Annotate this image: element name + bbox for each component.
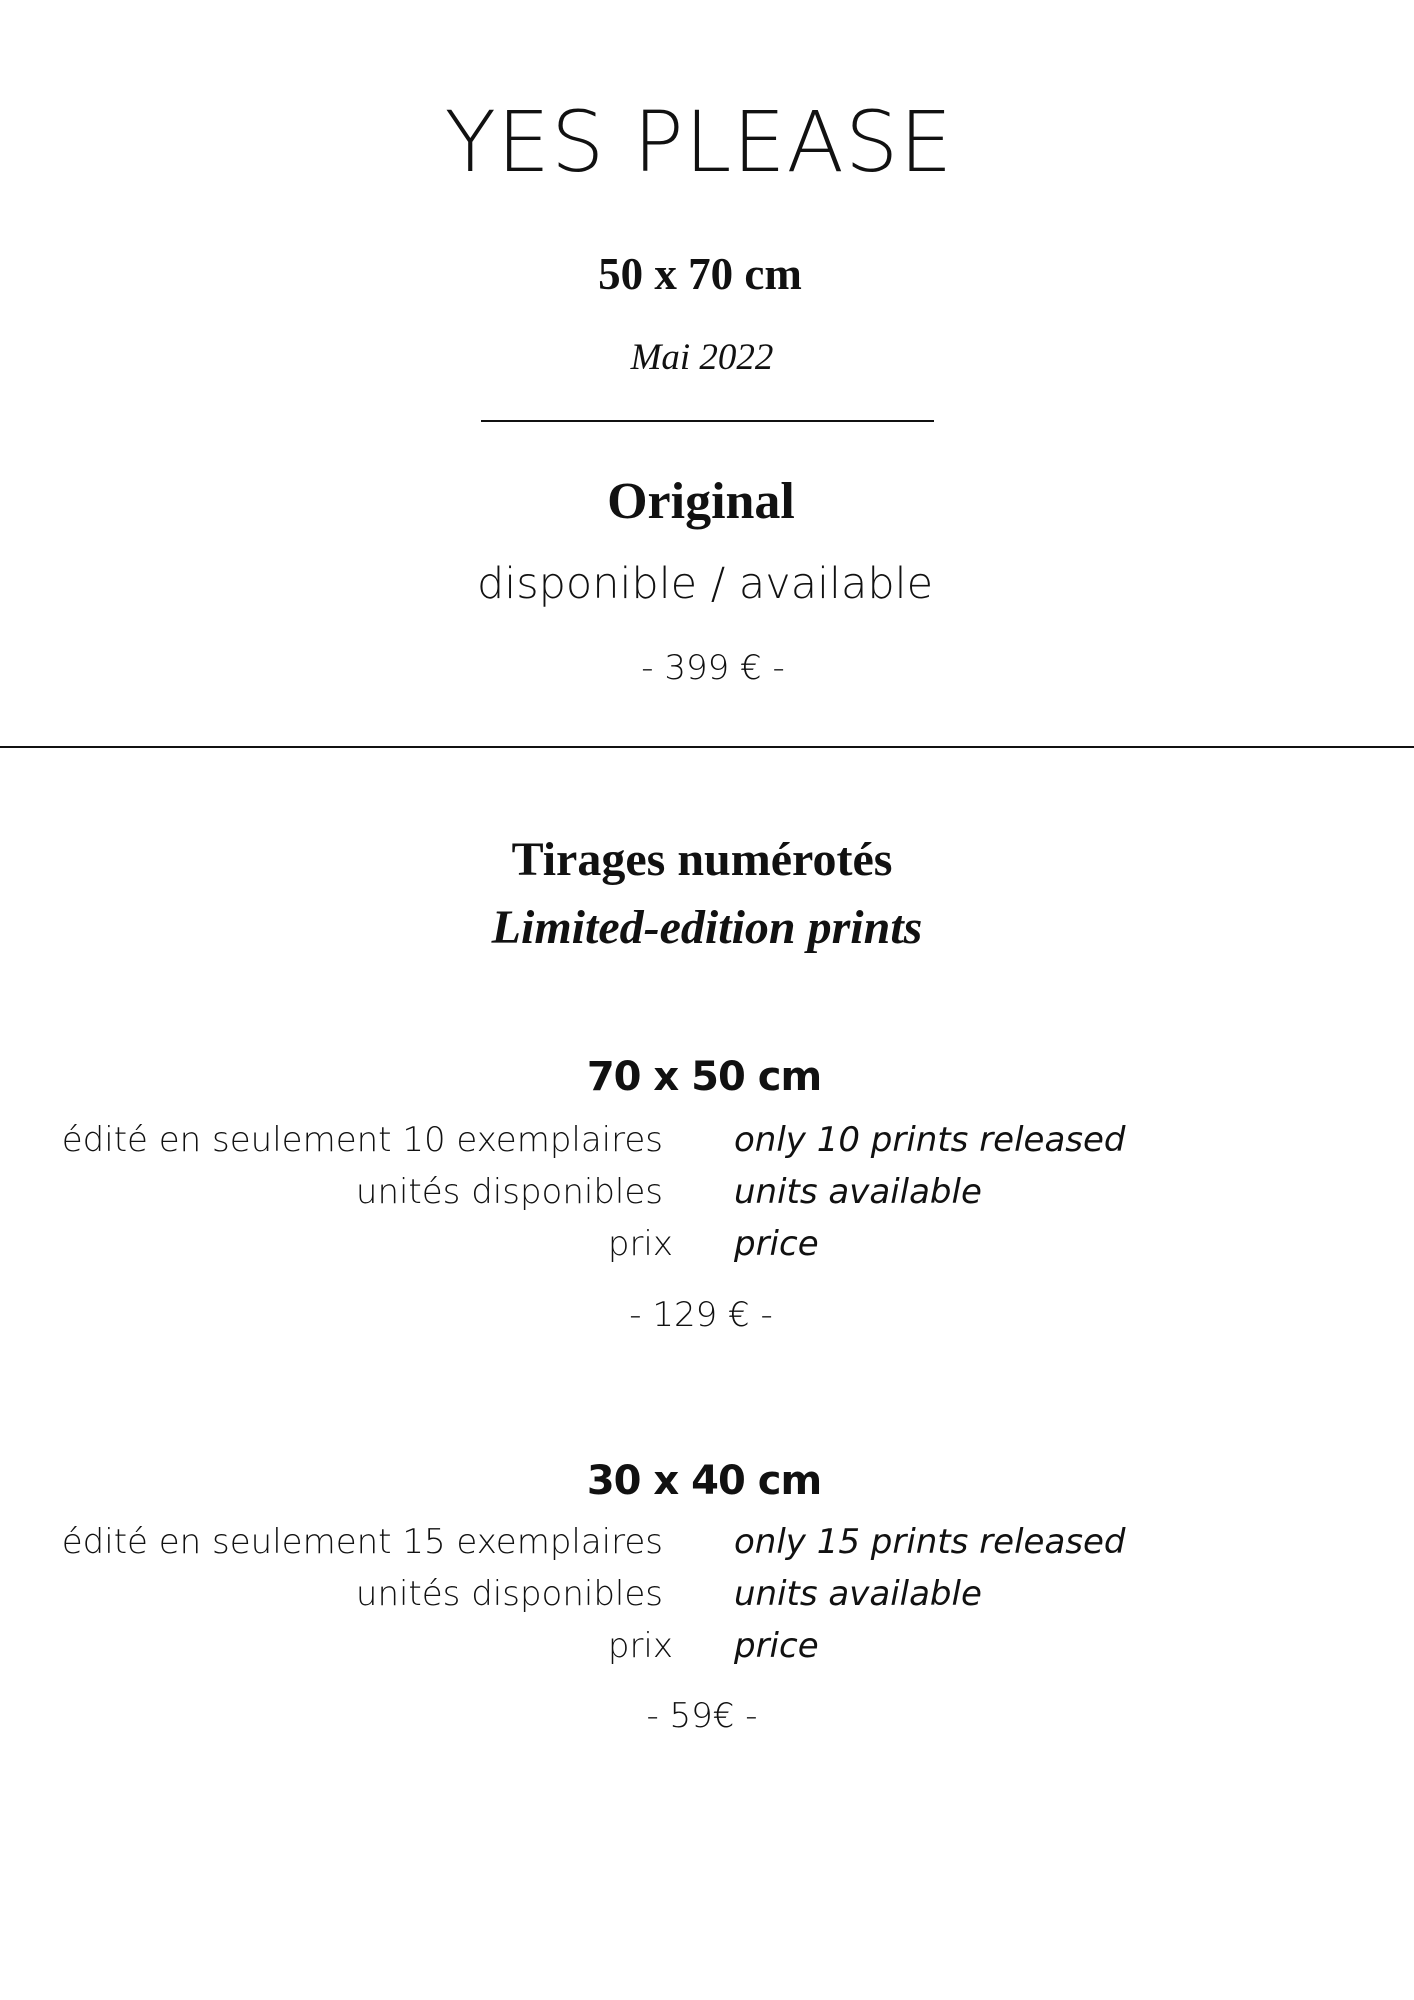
edition-2-price-label-en: price xyxy=(734,1626,819,1666)
edition-1-units-label-fr: unités disponibles xyxy=(355,1172,663,1212)
original-heading: Original xyxy=(607,473,795,530)
original-price: - 399 € - xyxy=(641,648,785,688)
artwork-title: YES PLEASE xyxy=(444,93,954,191)
artwork-date: Mai 2022 xyxy=(630,337,774,378)
edition-2-price-label-fr: prix xyxy=(607,1626,673,1666)
edition-1-release-count-fr: édité en seulement 10 exemplaires xyxy=(61,1120,663,1160)
edition-2-release-count-en: only 15 prints released xyxy=(734,1522,1126,1562)
prints-heading: Tirages numérotés xyxy=(511,833,893,886)
edition-1-price-label-fr: prix xyxy=(607,1224,673,1264)
edition-1-units-label-en: units available xyxy=(734,1172,982,1212)
section-divider xyxy=(0,746,1414,748)
edition-size-1: 70 x 50 cm xyxy=(586,1054,822,1100)
edition-size-2: 30 x 40 cm xyxy=(586,1458,822,1504)
edition-2-price: - 59€ - xyxy=(646,1696,758,1736)
original-availability: disponible / available xyxy=(476,559,934,609)
edition-1-release-count-en: only 10 prints released xyxy=(734,1120,1126,1160)
edition-2-release-count-fr: édité en seulement 15 exemplaires xyxy=(61,1522,663,1562)
edition-1-price: - 129 € - xyxy=(629,1295,773,1335)
artwork-size: 50 x 70 cm xyxy=(598,249,802,299)
prints-subheading: Limited-edition prints xyxy=(491,901,923,954)
edition-2-units-label-fr: unités disponibles xyxy=(355,1574,663,1614)
edition-2-units-label-en: units available xyxy=(734,1574,982,1614)
short-divider xyxy=(481,420,934,422)
edition-1-price-label-en: price xyxy=(734,1224,819,1264)
